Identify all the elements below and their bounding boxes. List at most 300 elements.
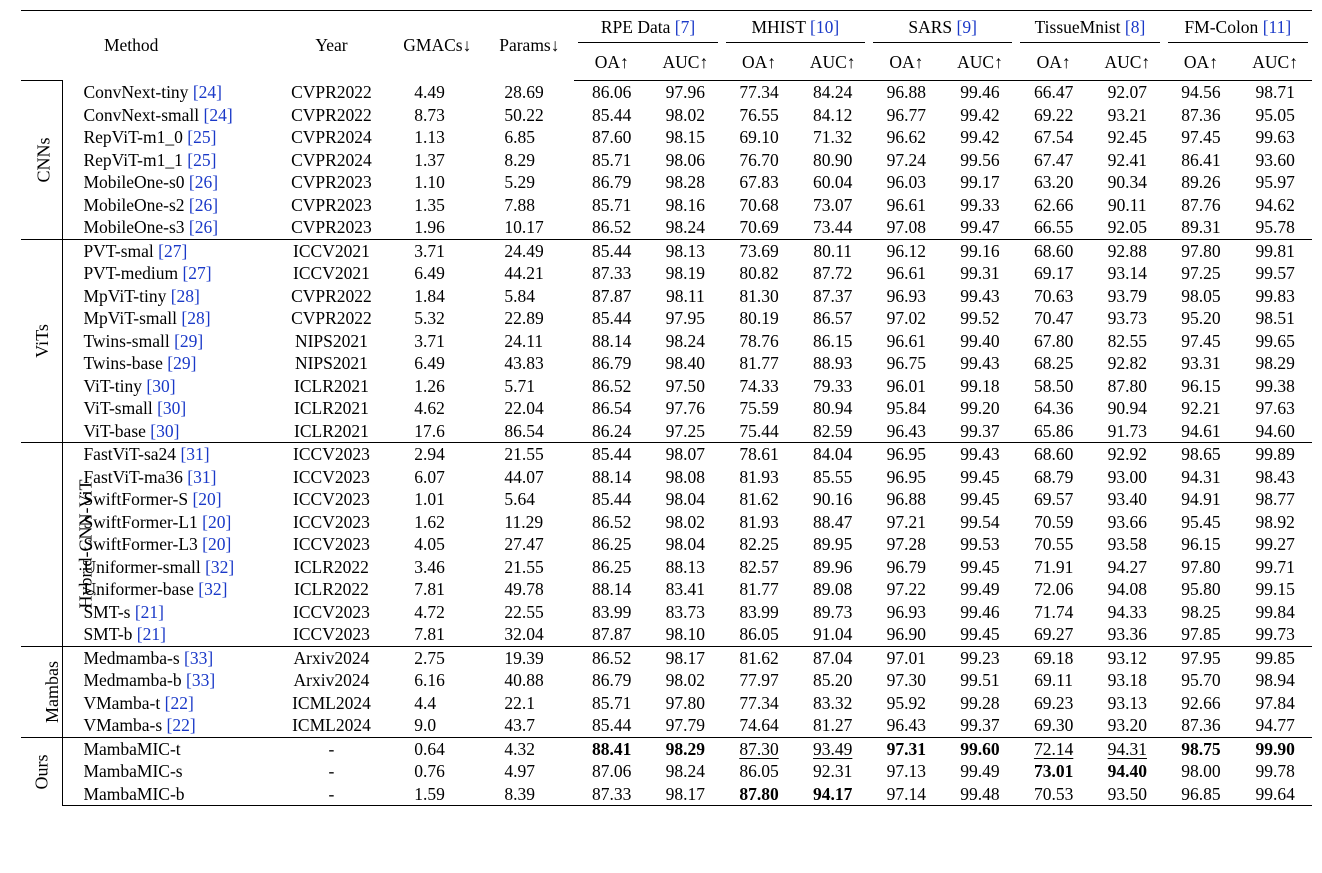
- auc-cell: 97.50: [665, 375, 706, 396]
- oa-cell: 68.25: [1033, 353, 1074, 374]
- auc-cell: 98.28: [665, 172, 706, 193]
- auc-cell: 84.12: [812, 104, 853, 125]
- params-cell: 8.29: [504, 149, 535, 170]
- method-cell: ViT-base [30]: [83, 420, 180, 441]
- auc-cell: 84.04: [796, 443, 869, 466]
- table-row: [21, 104, 1312, 127]
- oa-cell: 70.53: [1016, 783, 1091, 806]
- header-auc: AUC↑: [1238, 44, 1312, 81]
- auc-cell: 94.77: [1255, 715, 1295, 736]
- oa-cell: 96.93: [886, 285, 927, 306]
- auc-cell: 81.27: [812, 715, 853, 736]
- oa-cell: 69.57: [1033, 489, 1074, 510]
- year-cell: ICML2024: [292, 692, 371, 713]
- oa-cell: 97.95: [1164, 646, 1239, 669]
- params-cell: 5.71: [504, 375, 535, 396]
- auc-cell: 83.32: [812, 692, 853, 713]
- method-cell: VMamba-s [22]: [83, 715, 196, 736]
- oa-cell: 98.25: [1181, 601, 1221, 622]
- oa-cell: 81.62: [722, 646, 797, 669]
- oa-cell: 96.88: [886, 82, 927, 103]
- auc-cell: 94.27: [1107, 556, 1147, 577]
- auc-cell: 97.25: [665, 420, 706, 441]
- gmacs-cell: 5.32: [414, 308, 445, 329]
- oa-cell: 86.05: [739, 761, 779, 782]
- year-cell: CVPR2023: [291, 194, 372, 215]
- citation-link[interactable]: [25]: [187, 127, 217, 148]
- auc-cell: 90.94: [1107, 398, 1147, 419]
- auc-cell: 92.88: [1091, 239, 1164, 262]
- citation-link[interactable]: [24]: [192, 82, 222, 102]
- citation-link[interactable]: [24]: [203, 104, 233, 125]
- auc-cell: 60.04: [812, 172, 853, 193]
- oa-cell: 86.41: [1181, 149, 1221, 170]
- oa-cell: 97.13: [886, 761, 927, 782]
- auc-cell: 92.45: [1107, 127, 1147, 148]
- params-cell: 28.69: [504, 82, 544, 102]
- table-row: [21, 216, 1312, 239]
- header-dataset: TissueMnist [8]: [1020, 12, 1159, 43]
- oa-cell: 70.59: [1033, 511, 1074, 532]
- oa-cell: 97.14: [869, 783, 944, 806]
- params-cell: 5.29: [504, 172, 535, 193]
- method-cell: SwiftFormer-L3 [20]: [83, 534, 232, 555]
- auc-cell: 86.15: [812, 330, 853, 351]
- auc-cell: 93.36: [1107, 624, 1147, 645]
- auc-cell: 99.78: [1255, 761, 1295, 782]
- params-cell: 19.39: [484, 646, 574, 669]
- auc-cell: 98.51: [1255, 308, 1295, 329]
- table-row: [21, 420, 1312, 443]
- auc-cell: 93.21: [1107, 104, 1147, 125]
- method-cell: Medmamba-s [33]: [63, 646, 273, 669]
- year-cell: Arxiv2024: [293, 670, 370, 691]
- results-table: [21, 10, 1312, 806]
- year-cell: ICCV2021: [293, 263, 370, 284]
- auc-cell: 71.32: [812, 127, 853, 148]
- citation-link[interactable]: [32]: [205, 556, 235, 577]
- citation-link[interactable]: [25]: [187, 149, 217, 170]
- auc-cell: 99.38: [1255, 375, 1295, 396]
- oa-cell: 85.71: [592, 692, 632, 713]
- auc-cell: 94.62: [1255, 194, 1295, 215]
- auc-cell: 93.14: [1107, 263, 1147, 284]
- year-cell: CVPR2023: [291, 217, 372, 238]
- header-auc: AUC↑: [796, 44, 869, 81]
- oa-cell: 68.60: [1016, 239, 1091, 262]
- oa-cell: 86.79: [592, 670, 632, 691]
- table-row: [21, 623, 1312, 646]
- gmacs-cell: 1.96: [414, 217, 445, 238]
- year-cell: ICLR2022: [294, 579, 369, 600]
- year-cell: ICCV2023: [293, 601, 370, 622]
- citation-link[interactable]: [30]: [150, 420, 180, 441]
- auc-cell: 99.16: [944, 239, 1017, 262]
- method-cell: SwiftFormer-S [20]: [83, 489, 222, 510]
- params-cell: 5.64: [504, 489, 535, 510]
- oa-cell: 85.44: [574, 239, 649, 262]
- auc-cell: 99.53: [960, 534, 1000, 555]
- params-cell: 21.55: [484, 443, 574, 466]
- params-cell: 5.84: [504, 285, 535, 306]
- method-cell: MobileOne-s3 [26]: [83, 217, 219, 238]
- auc-cell: 97.63: [1255, 398, 1295, 419]
- citation-link[interactable]: [27]: [182, 263, 212, 284]
- oa-cell: 96.61: [886, 330, 927, 351]
- citation-link[interactable]: [20]: [202, 534, 232, 555]
- oa-cell: 86.06: [592, 82, 632, 103]
- table-row: [21, 194, 1312, 217]
- table-row: [21, 737, 1312, 760]
- citation-link[interactable]: [29]: [167, 353, 197, 374]
- citation-link[interactable]: [30]: [157, 398, 187, 419]
- auc-cell: 95.05: [1255, 104, 1295, 125]
- auc-cell: 86.57: [812, 308, 853, 329]
- oa-cell: 96.88: [886, 489, 927, 510]
- auc-cell: 92.31: [812, 761, 853, 782]
- oa-cell: 97.21: [886, 511, 927, 532]
- oa-cell: 66.47: [1033, 82, 1074, 103]
- header-auc: AUC↑: [649, 44, 722, 81]
- oa-cell: 94.31: [1181, 466, 1221, 487]
- gmacs-cell: 0.64: [390, 737, 484, 760]
- oa-cell: 82.57: [739, 556, 779, 577]
- oa-cell: 97.08: [886, 217, 927, 238]
- oa-cell: 77.97: [739, 670, 779, 691]
- oa-cell: 80.82: [739, 263, 779, 284]
- params-cell: 40.88: [504, 670, 544, 691]
- oa-cell: 97.28: [886, 534, 927, 555]
- year-cell: CVPR2022: [291, 308, 372, 329]
- oa-cell: 97.45: [1181, 330, 1221, 351]
- oa-cell: 93.31: [1181, 353, 1221, 374]
- auc-cell: 98.19: [665, 263, 706, 284]
- auc-cell: 99.28: [960, 692, 1000, 713]
- table-row: [21, 171, 1312, 194]
- year-cell: -: [273, 737, 391, 760]
- auc-cell: 99.37: [960, 715, 1000, 736]
- oa-cell: 69.22: [1033, 104, 1074, 125]
- gmacs-cell: 2.75: [390, 646, 484, 669]
- year-cell: CVPR2024: [291, 127, 372, 148]
- table-row: [21, 397, 1312, 420]
- auc-cell: 88.47: [812, 511, 853, 532]
- auc-cell: 95.78: [1255, 217, 1295, 238]
- auc-cell: 80.90: [812, 149, 853, 170]
- oa-cell: 88.41: [574, 737, 649, 760]
- auc-cell: 97.84: [1255, 692, 1295, 713]
- oa-cell: 85.71: [592, 149, 632, 170]
- auc-cell: 97.95: [665, 308, 706, 329]
- auc-cell: 99.57: [1255, 263, 1295, 284]
- oa-cell: 63.20: [1033, 172, 1074, 193]
- method-cell: ViT-tiny [30]: [83, 375, 176, 396]
- gmacs-cell: 6.49: [414, 263, 445, 284]
- auc-cell: 99.81: [1238, 239, 1312, 262]
- auc-cell: 98.13: [649, 239, 722, 262]
- oa-cell: 75.44: [739, 420, 779, 441]
- year-cell: ICCV2023: [293, 511, 370, 532]
- method-cell: FastViT-sa24 [31]: [63, 443, 273, 466]
- gmacs-cell: 7.81: [414, 624, 445, 645]
- auc-cell: 99.65: [1255, 330, 1295, 351]
- auc-cell: 87.80: [1107, 375, 1147, 396]
- auc-cell: 99.89: [1238, 443, 1312, 466]
- citation-link[interactable]: [22]: [166, 715, 196, 736]
- header-oa: OA↑: [1164, 44, 1239, 81]
- citation-link[interactable]: [31]: [180, 444, 210, 465]
- oa-cell: 70.69: [739, 217, 779, 238]
- params-cell: 50.22: [504, 104, 544, 125]
- auc-cell: 93.79: [1107, 285, 1147, 306]
- gmacs-cell: 3.71: [390, 239, 484, 262]
- auc-cell: 80.11: [796, 239, 869, 262]
- oa-cell: 95.84: [886, 398, 927, 419]
- header-oa: OA↑: [574, 44, 649, 81]
- auc-cell: 99.37: [960, 420, 1000, 441]
- auc-cell: 99.46: [960, 82, 1000, 103]
- citation-link[interactable]: [26]: [188, 217, 219, 238]
- oa-cell: 87.33: [592, 263, 632, 284]
- method-cell: ConvNext-small [24]: [83, 104, 233, 125]
- oa-cell: 96.95: [886, 466, 927, 487]
- oa-cell: 86.52: [592, 511, 632, 532]
- oa-cell: 81.93: [739, 466, 779, 487]
- oa-cell: 95.92: [886, 692, 927, 713]
- auc-cell: 98.04: [665, 534, 706, 555]
- group-cnns: [21, 81, 1312, 240]
- citation-link[interactable]: [28]: [181, 308, 211, 329]
- params-cell: 4.32: [484, 737, 574, 760]
- gmacs-cell: 4.72: [414, 601, 445, 622]
- auc-cell: 73.07: [812, 194, 853, 215]
- oa-cell: 66.55: [1033, 217, 1074, 238]
- citation-link[interactable]: [32]: [198, 579, 228, 600]
- method-cell: RepViT-m1_0 [25]: [83, 127, 217, 148]
- method-cell: SMT-s [21]: [83, 601, 164, 622]
- year-cell: NIPS2021: [294, 330, 368, 351]
- params-cell: 7.88: [504, 194, 535, 215]
- auc-cell: 85.55: [812, 466, 853, 487]
- method-cell: MambaMIC-s: [83, 761, 183, 782]
- oa-cell: 87.36: [1181, 104, 1221, 125]
- auc-cell: 99.43: [944, 443, 1017, 466]
- citation-link[interactable]: [30]: [146, 375, 176, 396]
- citation-link[interactable]: [29]: [174, 330, 204, 351]
- oa-cell: 96.01: [886, 375, 927, 396]
- citation-link[interactable]: [28]: [170, 285, 200, 306]
- gmacs-cell: 17.6: [414, 420, 445, 441]
- auc-cell: 99.27: [1255, 534, 1295, 555]
- auc-cell: 90.34: [1107, 172, 1147, 193]
- method-cell: FastViT-ma36 [31]: [83, 466, 217, 487]
- auc-cell: 97.96: [665, 82, 706, 103]
- oa-cell: 87.30: [722, 737, 797, 760]
- method-cell: Twins-small [29]: [83, 330, 204, 351]
- oa-cell: 97.24: [886, 149, 927, 170]
- auc-cell: 99.42: [960, 104, 1000, 125]
- oa-cell: 69.27: [1033, 624, 1074, 645]
- oa-cell: 86.52: [574, 646, 649, 669]
- oa-cell: 85.44: [592, 489, 632, 510]
- oa-cell: 96.43: [886, 420, 927, 441]
- auc-cell: 99.17: [960, 172, 1000, 193]
- citation-link[interactable]: [33]: [184, 647, 214, 668]
- gmacs-cell: 4.05: [414, 534, 445, 555]
- year-cell: ICLR2021: [294, 375, 369, 396]
- auc-cell: 80.94: [812, 398, 853, 419]
- table-row: [21, 556, 1312, 579]
- year-cell: ICCV2021: [273, 239, 391, 262]
- citation-link[interactable]: [26]: [188, 172, 219, 193]
- table-row: [21, 466, 1312, 489]
- year-cell: ICLR2021: [294, 420, 369, 441]
- table-row: [21, 533, 1312, 556]
- year-cell: CVPR2022: [291, 285, 372, 306]
- citation-link[interactable]: [21]: [134, 601, 164, 622]
- oa-cell: 69.10: [739, 127, 779, 148]
- method-cell: MpViT-tiny [28]: [83, 285, 200, 306]
- method-cell: ViT-small [30]: [83, 398, 187, 419]
- oa-cell: 67.80: [1033, 330, 1074, 351]
- auc-cell: 99.42: [960, 127, 1000, 148]
- oa-cell: 88.14: [592, 579, 632, 600]
- citation-link[interactable]: [21]: [136, 624, 166, 645]
- auc-cell: 98.07: [649, 443, 722, 466]
- params-cell: 22.89: [504, 308, 544, 329]
- oa-cell: 67.54: [1033, 127, 1074, 148]
- group-ours: [21, 737, 1312, 806]
- year-cell: ICLR2021: [294, 398, 369, 419]
- params-cell: 24.11: [504, 330, 544, 351]
- auc-cell: 99.43: [960, 285, 1000, 306]
- oa-cell: 97.25: [1181, 263, 1221, 284]
- header-dataset: SARS [9]: [873, 12, 1012, 43]
- table-row: [21, 330, 1312, 353]
- method-cell: SwiftFormer-L1 [20]: [83, 511, 232, 532]
- citation-link[interactable]: [22]: [164, 692, 194, 713]
- auc-cell: 98.17: [649, 783, 722, 806]
- oa-cell: 69.17: [1033, 263, 1074, 284]
- oa-cell: 96.43: [886, 715, 927, 736]
- oa-cell: 96.61: [886, 194, 927, 215]
- citation-link[interactable]: [26]: [188, 194, 219, 215]
- auc-cell: 99.83: [1255, 285, 1295, 306]
- year-cell: ICCV2023: [293, 534, 370, 555]
- oa-cell: 85.44: [574, 443, 649, 466]
- gmacs-cell: 3.46: [414, 556, 445, 577]
- oa-cell: 95.20: [1181, 308, 1221, 329]
- auc-cell: 89.96: [812, 556, 853, 577]
- oa-cell: 65.86: [1033, 420, 1074, 441]
- year-cell: -: [328, 761, 335, 782]
- oa-cell: 92.21: [1181, 398, 1221, 419]
- auc-cell: 84.24: [812, 82, 853, 103]
- auc-cell: 99.18: [960, 375, 1000, 396]
- params-cell: 4.97: [504, 761, 535, 782]
- auc-cell: 99.47: [960, 217, 1000, 238]
- group-label: CNNs: [33, 137, 54, 183]
- method-cell: MobileOne-s2 [26]: [83, 194, 219, 215]
- oa-cell: 83.99: [739, 601, 779, 622]
- params-cell: 6.85: [504, 127, 535, 148]
- params-cell: 22.04: [504, 398, 544, 419]
- auc-cell: 93.12: [1091, 646, 1164, 669]
- auc-cell: 89.73: [812, 601, 853, 622]
- citation-link[interactable]: [20]: [192, 489, 222, 510]
- auc-cell: 93.40: [1107, 489, 1147, 510]
- header-dataset: FM-Colon [11]: [1168, 12, 1308, 43]
- citation-link[interactable]: [27]: [158, 240, 188, 261]
- oa-cell: 81.30: [739, 285, 779, 306]
- auc-cell: 99.71: [1255, 556, 1295, 577]
- auc-cell: 98.02: [665, 670, 706, 691]
- gmacs-cell: 1.59: [390, 783, 484, 806]
- auc-cell: 98.43: [1255, 466, 1295, 487]
- oa-cell: 97.85: [1181, 624, 1221, 645]
- oa-cell: 80.19: [739, 308, 779, 329]
- oa-cell: 76.55: [739, 104, 779, 125]
- gmacs-cell: 4.62: [414, 398, 445, 419]
- params-cell: 43.83: [504, 353, 544, 374]
- method-cell: PVT-smal [27]: [63, 239, 273, 262]
- auc-cell: 99.23: [944, 646, 1017, 669]
- oa-cell: 96.85: [1164, 783, 1239, 806]
- auc-cell: 87.72: [812, 263, 853, 284]
- oa-cell: 69.23: [1033, 692, 1074, 713]
- citation-link[interactable]: [20]: [202, 511, 232, 532]
- oa-cell: 95.80: [1181, 579, 1221, 600]
- auc-cell: 98.15: [665, 127, 706, 148]
- oa-cell: 87.76: [1181, 194, 1221, 215]
- group-hybrid-cnn-vit: [21, 443, 1312, 647]
- citation-link[interactable]: [31]: [187, 466, 217, 487]
- group-label: Hybrid-CNN-ViT: [75, 479, 96, 609]
- header-method: Method: [63, 11, 273, 81]
- auc-cell: 99.31: [960, 263, 1000, 284]
- table-row: [21, 239, 1312, 262]
- oa-cell: 96.77: [886, 104, 927, 125]
- auc-cell: 94.60: [1255, 420, 1295, 441]
- oa-cell: 87.36: [1181, 715, 1221, 736]
- auc-cell: 88.93: [812, 353, 853, 374]
- gmacs-cell: 6.16: [414, 670, 445, 691]
- auc-cell: 98.77: [1255, 489, 1295, 510]
- auc-cell: 99.49: [960, 579, 1000, 600]
- year-cell: ICCV2023: [293, 489, 370, 510]
- oa-cell: 83.99: [592, 601, 632, 622]
- oa-cell: 86.05: [739, 624, 779, 645]
- auc-cell: 99.45: [960, 466, 1000, 487]
- auc-cell: 94.31: [1091, 737, 1164, 760]
- oa-cell: 97.80: [1164, 239, 1239, 262]
- auc-cell: 98.71: [1255, 82, 1295, 103]
- citation-link[interactable]: [33]: [185, 670, 216, 691]
- header-dataset: RPE Data [7]: [578, 12, 717, 43]
- auc-cell: 99.63: [1255, 127, 1295, 148]
- gmacs-cell: 9.0: [414, 715, 437, 736]
- auc-cell: 99.48: [944, 783, 1017, 806]
- auc-cell: 98.02: [665, 104, 706, 125]
- auc-cell: 98.29: [649, 737, 722, 760]
- gmacs-cell: 1.01: [414, 489, 445, 510]
- method-cell: MpViT-small [28]: [83, 308, 211, 329]
- oa-cell: 86.25: [592, 534, 632, 555]
- auc-cell: 99.20: [960, 398, 1000, 419]
- auc-cell: 98.08: [665, 466, 706, 487]
- oa-cell: 95.70: [1181, 670, 1221, 691]
- year-cell: ICML2024: [292, 715, 371, 736]
